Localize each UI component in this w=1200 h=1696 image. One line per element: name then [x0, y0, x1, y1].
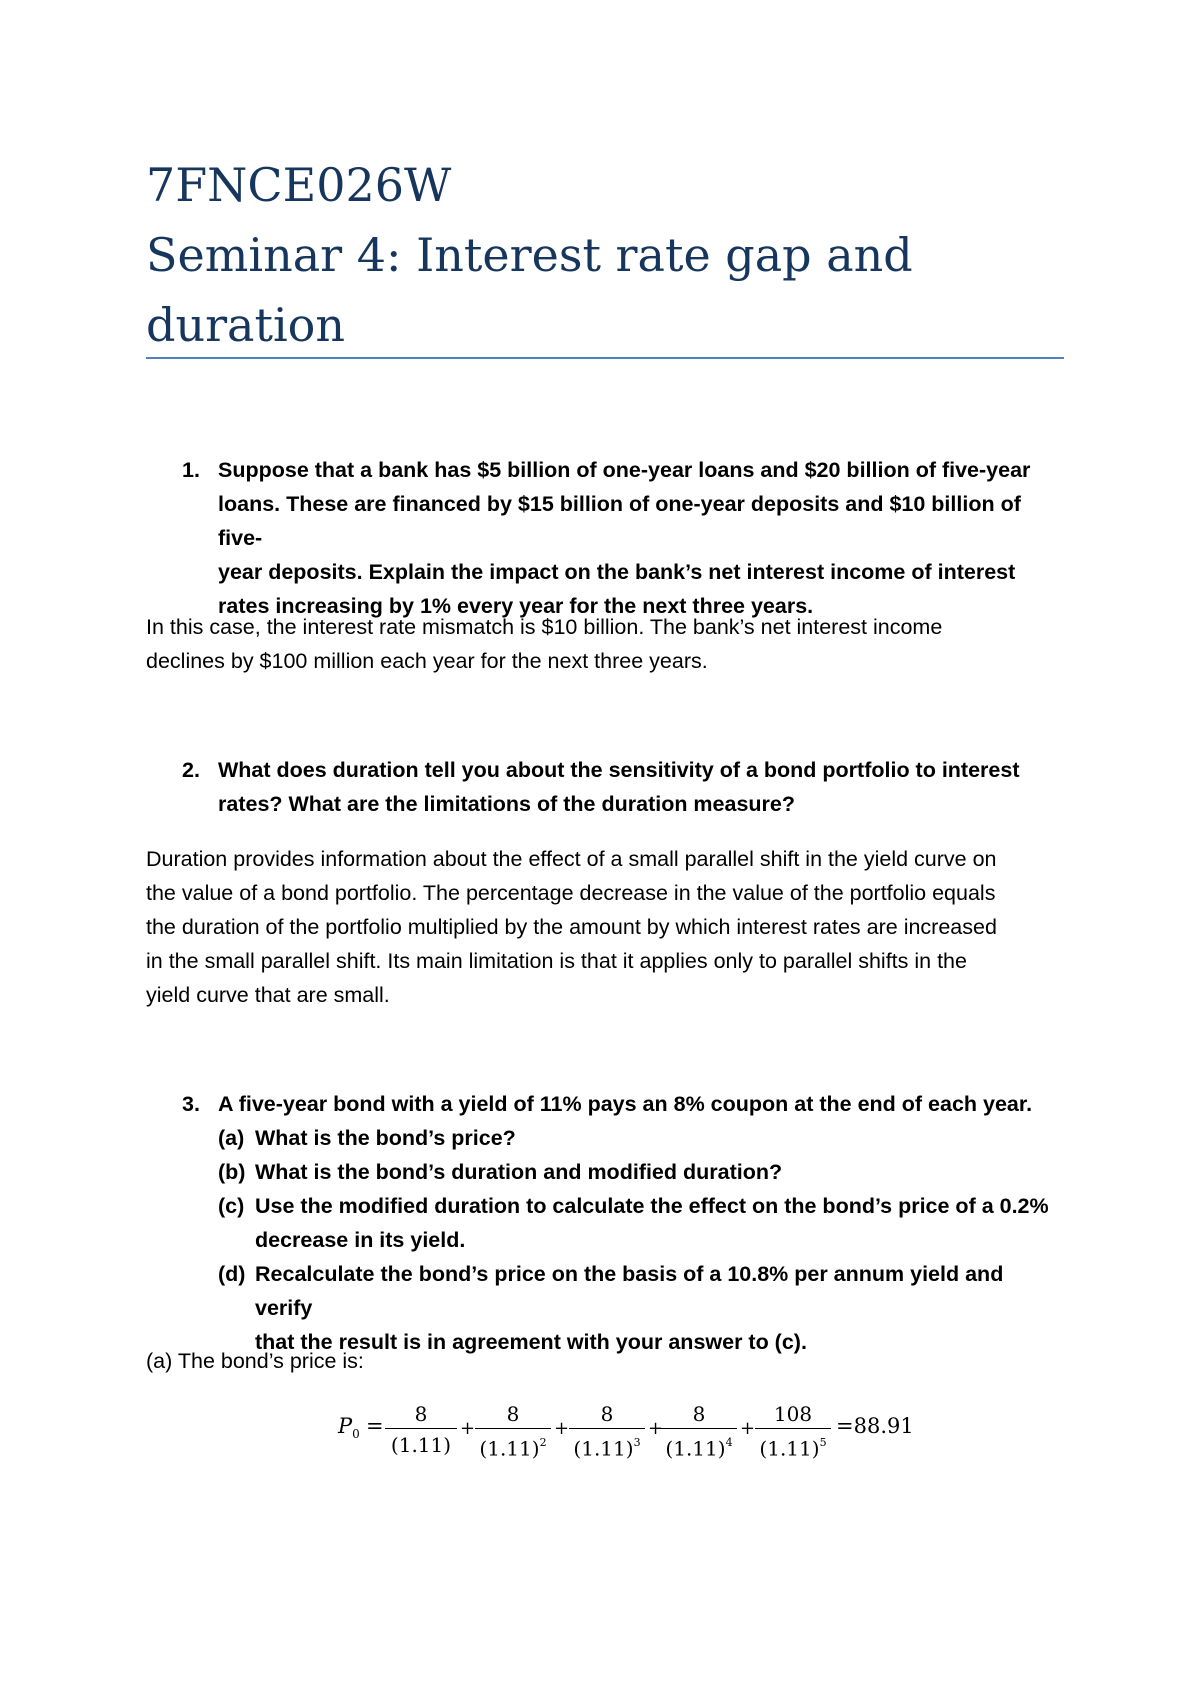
question-3: [146, 1087, 1064, 1359]
term-numerator: 8: [414, 1402, 428, 1426]
subpart-line: Use the modified duration to calculate the effect on the bond’s price of a 0.2%: [255, 1194, 1049, 1218]
term-exponent: 4: [725, 1436, 733, 1449]
answer-line: Duration provides information about the effect of a small parallel shift in the yield curve on: [146, 847, 997, 871]
question-text: [218, 753, 1064, 821]
answer-line: (a) The bond’s price is:: [146, 1349, 364, 1373]
term-denominator: $(1.11)^2$: [479, 1436, 547, 1461]
answer-line: the value of a bond portfolio. The percentage decrease in the value of the portfolio equals: [146, 881, 996, 905]
formula-lhs-symbol: P: [338, 1414, 353, 1438]
question-number: 2.: [182, 758, 200, 782]
question-line: rates? What are the limitations of the duration measure?: [218, 792, 796, 816]
formula-lhs: [338, 1414, 360, 1441]
term-numerator: 8: [600, 1402, 614, 1426]
answer-line: yield curve that are small.: [146, 983, 390, 1007]
answer-2: [146, 842, 1064, 1012]
subpart-label: (d): [218, 1262, 246, 1286]
answer-line: the duration of the portfolio multiplied by the amount by which interest rates are increased: [146, 915, 997, 939]
formula-equals: =: [366, 1414, 384, 1438]
term-denominator: (1.11): [390, 1433, 452, 1457]
subpart-label: (b): [218, 1160, 246, 1184]
formula-lhs-subscript: 0: [352, 1427, 360, 1442]
subpart-b: [218, 1155, 1064, 1189]
subpart-label: (c): [218, 1194, 245, 1218]
subpart-line: decrease in its yield.: [255, 1228, 466, 1252]
subpart-a: [218, 1121, 1064, 1155]
question-line: What does duration tell you about the sensitivity of a bond portfolio to interest: [218, 758, 1020, 782]
term-numerator: 108: [773, 1402, 813, 1426]
term-numerator: 8: [692, 1402, 706, 1426]
subpart-line: What is the bond’s duration and modified duration?: [255, 1160, 783, 1184]
question-line: loans. These are financed by $15 billion of one-year deposits and $10 billion of five-: [218, 492, 1021, 550]
plus-sign: +: [740, 1418, 756, 1439]
term-exponent: 2: [539, 1436, 547, 1449]
answer-line: in the small parallel shift. Its main limitation is that it applies only to parallel shifts in the: [146, 949, 967, 973]
answer-1: [146, 610, 1064, 678]
question-line: year deposits. Explain the impact on the bank’s net interest income of interest: [218, 560, 1016, 584]
plus-sign: +: [648, 1418, 664, 1439]
term-denominator: $(1.11)^5$: [759, 1436, 827, 1461]
answer-line: In this case, the interest rate mismatch is $10 billion. The bank’s net interest income: [146, 615, 943, 639]
question-2: [146, 753, 1064, 821]
question-line: Suppose that a bank has $5 billion of one-year loans and $20 billion of five-year: [218, 458, 1031, 482]
answer-line: declines by $100 million each year for the next three years.: [146, 649, 708, 673]
question-text: [218, 1087, 1064, 1121]
document-header: [146, 150, 1064, 360]
bond-price-formula: [338, 1400, 914, 1470]
page-title-line-1: Seminar 4: Interest rate gap and: [146, 228, 913, 282]
formula-term-3: [568, 1400, 646, 1459]
formula-term-1: [384, 1400, 458, 1459]
term-denominator: $(1.11)^4$: [665, 1436, 733, 1461]
plus-sign: +: [554, 1418, 570, 1439]
question-number: 1.: [182, 458, 200, 482]
question-number: 3.: [182, 1092, 200, 1116]
title-divider: [146, 357, 1064, 359]
question-line: rates increasing by 1% every year for the next three years.: [218, 594, 814, 618]
term-denominator: $(1.11)^3$: [573, 1436, 641, 1461]
answer-3: [146, 1344, 1064, 1378]
question-line: A five-year bond with a yield of 11% pays an 8% coupon at the end of each year.: [218, 1092, 1033, 1116]
formula-term-4: [660, 1400, 738, 1459]
formula-term-2: [474, 1400, 552, 1459]
subpart-line: What is the bond’s price?: [255, 1126, 516, 1150]
question-1: [146, 453, 1064, 623]
page-title-line-2: duration: [146, 298, 346, 352]
plus-sign: +: [460, 1418, 476, 1439]
formula-term-5: [754, 1400, 832, 1459]
subpart-line: that the result is in agreement with your answer to (c).: [255, 1330, 807, 1354]
formula-result: =88.91: [836, 1414, 914, 1438]
subpart-line: Recalculate the bond’s price on the basis of a 10.8% per annum yield and verify: [255, 1262, 1004, 1320]
subpart-label: (a): [218, 1126, 245, 1150]
term-exponent: 3: [633, 1436, 641, 1449]
question-text: [218, 453, 1064, 623]
term-numerator: 8: [506, 1402, 520, 1426]
course-code: 7FNCE026W: [146, 158, 452, 212]
term-exponent: 5: [819, 1436, 827, 1449]
subpart-c: [218, 1189, 1064, 1257]
